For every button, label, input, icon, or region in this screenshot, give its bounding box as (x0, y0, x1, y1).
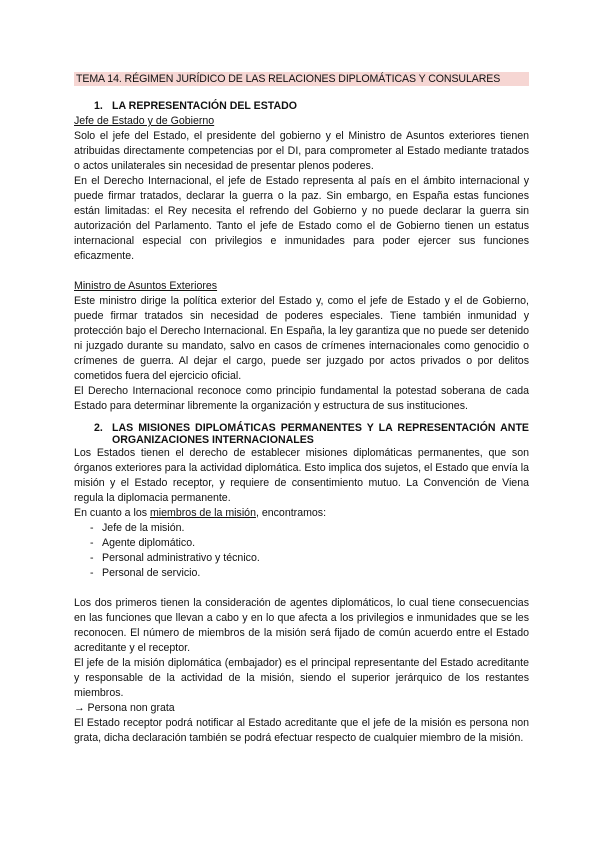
paragraph: El jefe de la misión diplomática (embajador) es el principal representante del Estado acreditante y responsable de la actividad de la misión, siendo el superior jerárquico de los restantes miembros. (74, 657, 529, 699)
members-intro: En cuanto a los miembros de la misión, encontramos: (74, 507, 327, 519)
paragraph: Los dos primeros tienen la consideración de agentes diplomáticos, lo cual tiene consecuencias en las funciones que llevan a cabo y en lo que afecta a los privilegios e inmunidades que se les reconocen. El número de miembros de la misión será fijado de común acuerdo entre el Estado acreditante y el receptor. (74, 597, 529, 654)
paragraph: Solo el jefe del Estado, el presidente del gobierno y el Ministro de Asuntos exteriores tienen atribuidas directamente competencias por el DI, para comprometer al Estado mediante tratados o actos unilaterales sin necesidad de presentar plenos poderes. (74, 130, 529, 172)
members-term: miembros de la misión (149, 507, 256, 519)
members-list (74, 521, 529, 581)
paragraph: El Estado receptor podrá notificar al Estado acreditante que el jefe de la misión es persona non grata, dicha declaración también se podrá efectuar respecto de cualquier miembro de la misión. (74, 717, 529, 744)
paragraph-persona-non-grata: → Persona non grata (74, 702, 175, 714)
document-page (74, 72, 529, 746)
paragraph: Los Estados tienen el derecho de establecer misiones diplomáticas permanentes, que son órganos exteriores para la actividad diplomática. Esto implica dos sujetos, el Estado que envía la misión y el Estado receptor, y requiere de consentimiento mutuo. La Convención de Viena regula la diplomacia permanente. (74, 447, 529, 504)
paragraph: Este ministro dirige la política exterior del Estado y, como el jefe de Estado y el de Gobierno, puede firmar tratados sin necesidad de poderes especiales. Tiene también inmunidad y protección bajo el Derecho Internacional. En España, la ley garantiza que no puede ser detenido ni juzgado durante su mandato, salvo en casos de crímenes internacionales como genocidio o crímenes de guerra. Al dejar el cargo, puede ser juzgado por actos privados o por delitos cometidos fuera del ejercicio oficial. (74, 295, 529, 382)
section-2-number: 2. (94, 422, 103, 434)
list-item: - Agente diplomático. (90, 536, 529, 551)
section-1-number: 1. (94, 100, 103, 112)
list-item: - Jefe de la misión. (90, 521, 529, 536)
list-item: - Personal de servicio. (90, 566, 529, 581)
document-title: TEMA 14. RÉGIMEN JURÍDICO DE LAS RELACIONES DIPLOMÁTICAS Y CONSULARES (74, 72, 529, 86)
subheading-ministro: Ministro de Asuntos Exteriores (74, 280, 218, 292)
section-1-heading-text: LA REPRESENTACIÓN DEL ESTADO (112, 100, 298, 112)
section-2-heading (74, 422, 529, 446)
section-2-heading-text: LAS MISIONES DIPLOMÁTICAS PERMANENTES Y LA REPRESENTACIÓN ANTE ORGANIZACIONES INTERNACIONALES (112, 422, 529, 446)
paragraph: En el Derecho Internacional, el jefe de Estado representa al país en el ámbito internacional y puede firmar tratados, declarar la guerra o la paz. Sin embargo, en España estas funciones están limitadas: el Rey necesita el refrendo del Gobierno y no puede declarar la guerra sin autorización del Parlamento. Tanto el jefe de Estado como el de Gobierno tienen un estatus internacional especial con privilegios e inmunidades para poder ejercer sus funciones eficazmente. (74, 175, 529, 262)
list-item: - Personal administrativo y técnico. (90, 551, 529, 566)
paragraph: El Derecho Internacional reconoce como principio fundamental la potestad soberana de cada Estado para determinar libremente la organización y estructura de sus instituciones. (74, 385, 529, 412)
subheading-jefe-estado: Jefe de Estado y de Gobierno (74, 115, 215, 127)
section-1-heading (94, 100, 529, 112)
